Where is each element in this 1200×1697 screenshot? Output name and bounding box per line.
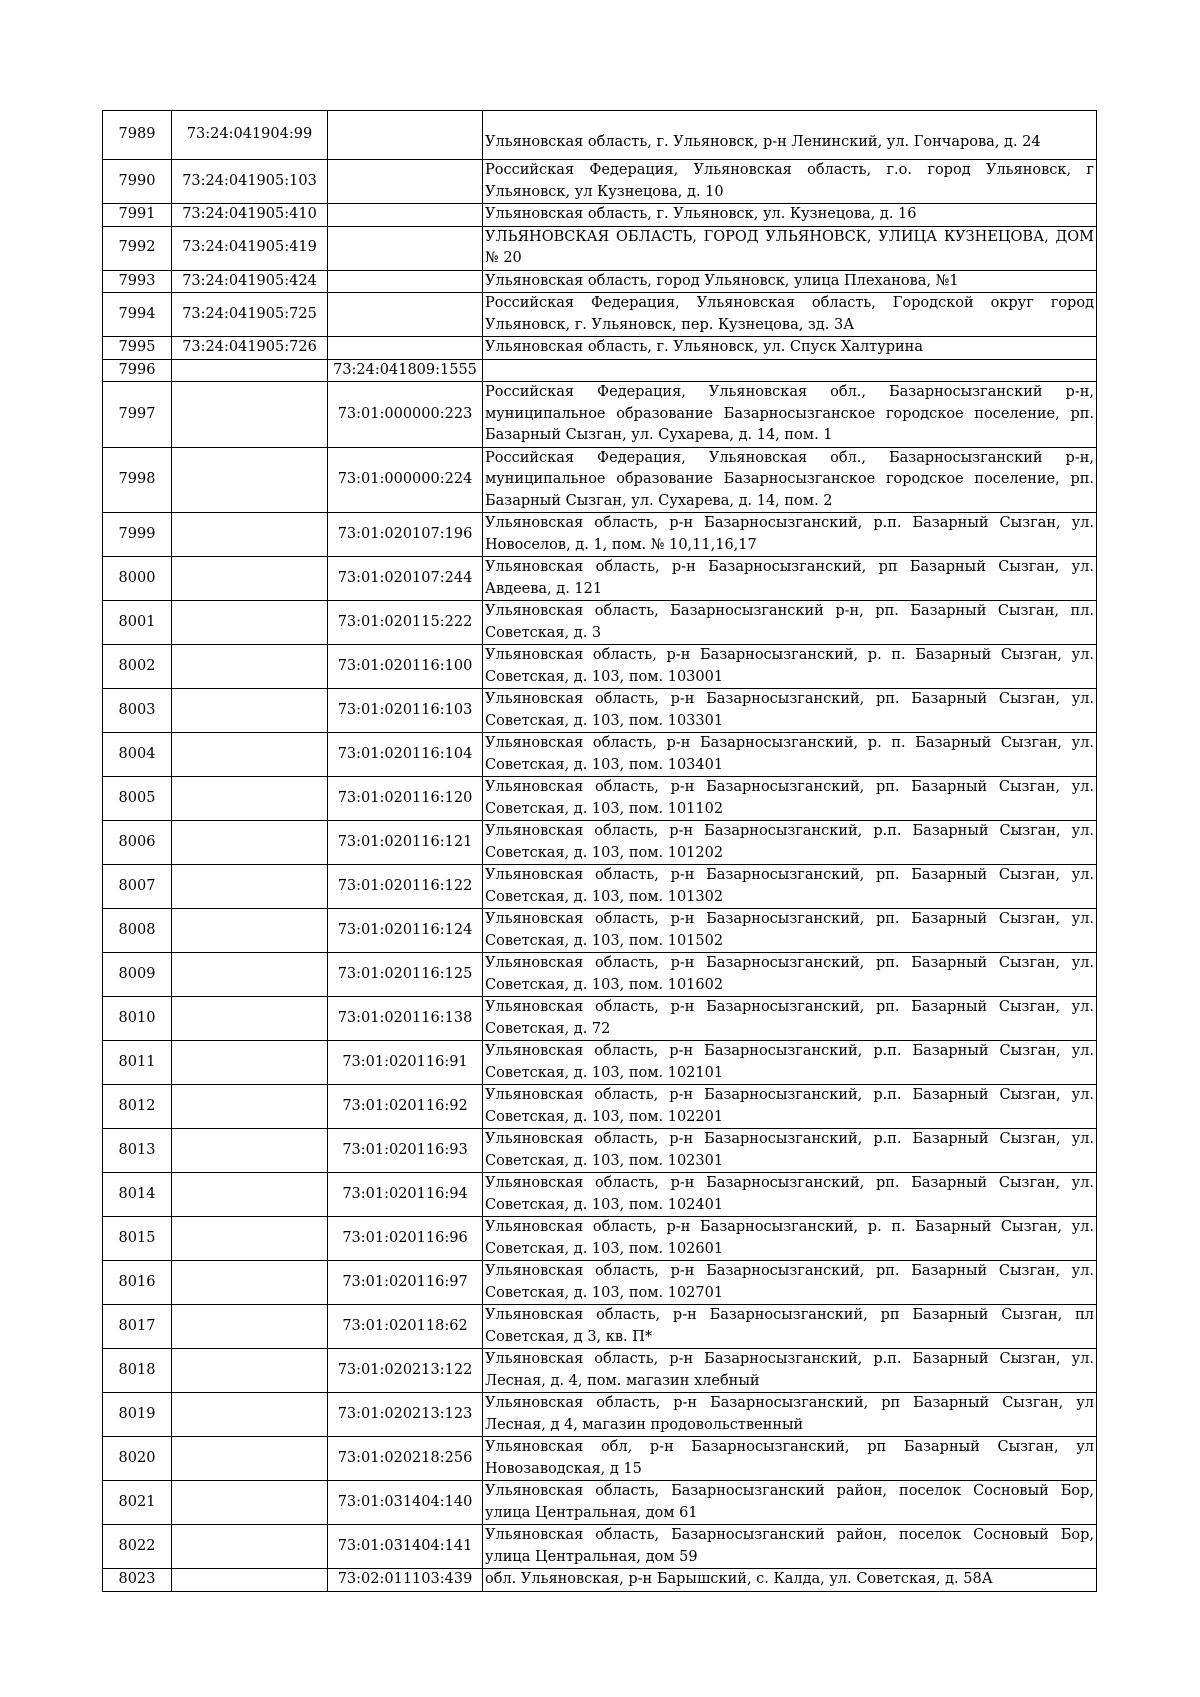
row-number-cell: 8010 [103,997,172,1041]
cadastral-number-primary-cell [172,382,328,448]
table-row [103,1569,1097,1592]
row-number-cell: 8013 [103,1129,172,1173]
cadastral-number-secondary-cell: 73:01:020116:91 [328,1041,483,1085]
address-cell: Ульяновская область, г. Ульяновск, ул. Спуск Халтурина [483,337,1097,360]
address-cell: Ульяновская область, р-н Базарносызганский, р.п. Базарный Сызган, ул. Новоселов, д. 1, пом. № 10,11,16,17 [483,513,1097,557]
cadastral-number-secondary-cell [328,293,483,337]
row-number-cell: 7998 [103,447,172,513]
table-row [103,1261,1097,1305]
address-cell: Ульяновская область, р-н Базарносызганский, р.п. Базарный Сызган, ул. Советская, д. 103, пом. 101202 [483,821,1097,865]
cadastral-number-primary-cell [172,689,328,733]
table-row [103,293,1097,337]
table-row [103,557,1097,601]
cadastral-number-primary-cell [172,865,328,909]
cadastral-number-primary-cell: 73:24:041905:424 [172,270,328,293]
table-row [103,1349,1097,1393]
cadastral-number-secondary-cell: 73:01:020115:222 [328,601,483,645]
table-row [103,601,1097,645]
table-row [103,226,1097,270]
table-row [103,1437,1097,1481]
table-row [103,645,1097,689]
address-cell: Ульяновская область, р-н Базарносызганский, рп. Базарный Сызган, ул. Советская, д. 103, пом. 101502 [483,909,1097,953]
address-cell: Российская Федерация, Ульяновская область, Городской округ город Ульяновск, г. Ульяновск, пер. Кузнецова, зд. 3А [483,293,1097,337]
cadastral-number-primary-cell [172,997,328,1041]
row-number-cell: 8015 [103,1217,172,1261]
address-cell: Ульяновская область, Базарносызганский район, поселок Сосновый Бор, улица Центральная, дом 61 [483,1481,1097,1525]
row-number-cell: 8022 [103,1525,172,1569]
cadastral-number-secondary-cell [328,226,483,270]
address-cell: Ульяновская область, р-н Базарносызганский, р.п. Базарный Сызган, ул. Лесная, д. 4, пом. магазин хлебный [483,1349,1097,1393]
table-row [103,160,1097,204]
row-number-cell: 8008 [103,909,172,953]
table-row [103,111,1097,160]
address-cell: Ульяновская область, р-н Базарносызганский, рп Базарный Сызган, ул. Авдеева, д. 121 [483,557,1097,601]
cadastral-number-secondary-cell: 73:01:031404:141 [328,1525,483,1569]
table-row [103,1481,1097,1525]
row-number-cell: 8002 [103,645,172,689]
cadastral-number-secondary-cell: 73:01:000000:223 [328,382,483,448]
row-number-cell: 8014 [103,1173,172,1217]
cadastral-number-primary-cell: 73:24:041905:419 [172,226,328,270]
address-cell: Российская Федерация, Ульяновская обл., Базарносызганский р-н, муниципальное образование Базарносызганское городское поселение, рп. Базарный Сызган, ул. Сухарева, д. 14, пом. 1 [483,382,1097,448]
cadastral-number-primary-cell [172,821,328,865]
registry-body [103,111,1097,1592]
table-row [103,997,1097,1041]
table-row [103,689,1097,733]
cadastral-number-secondary-cell: 73:01:020116:138 [328,997,483,1041]
row-number-cell: 8021 [103,1481,172,1525]
address-cell: Ульяновская область, р-н Базарносызганский, рп. Базарный Сызган, ул. Советская, д. 103, пом. 102401 [483,1173,1097,1217]
cadastral-number-primary-cell [172,1305,328,1349]
cadastral-number-primary-cell [172,1569,328,1592]
cadastral-number-secondary-cell: 73:01:020116:96 [328,1217,483,1261]
table-row [103,909,1097,953]
row-number-cell: 8001 [103,601,172,645]
address-cell: Ульяновская область, р-н Базарносызганский, рп. Базарный Сызган, ул. Советская, д. 103, пом. 101602 [483,953,1097,997]
table-row [103,777,1097,821]
address-cell: Ульяновская область, р-н Базарносызганский, р.п. Базарный Сызган, ул. Советская, д. 103, пом. 102201 [483,1085,1097,1129]
cadastral-number-primary-cell [172,777,328,821]
row-number-cell: 8016 [103,1261,172,1305]
cadastral-number-secondary-cell [328,160,483,204]
cadastral-number-secondary-cell: 73:24:041809:1555 [328,359,483,382]
cadastral-number-primary-cell: 73:24:041905:103 [172,160,328,204]
row-number-cell: 8003 [103,689,172,733]
cadastral-number-primary-cell [172,953,328,997]
table-row [103,1173,1097,1217]
row-number-cell: 8018 [103,1349,172,1393]
row-number-cell: 8004 [103,733,172,777]
row-number-cell: 8020 [103,1437,172,1481]
row-number-cell: 7990 [103,160,172,204]
cadastral-number-secondary-cell [328,270,483,293]
address-cell: Ульяновская область, р-н Базарносызганский, р.п. Базарный Сызган, ул. Советская, д. 103, пом. 102101 [483,1041,1097,1085]
cadastral-number-secondary-cell [328,111,483,160]
cadastral-number-secondary-cell: 73:01:000000:224 [328,447,483,513]
cadastral-number-secondary-cell [328,337,483,360]
table-row [103,337,1097,360]
table-row [103,1525,1097,1569]
cadastral-number-primary-cell [172,733,328,777]
address-cell: Ульяновская область, р-н Базарносызганский, рп. Базарный Сызган, ул. Советская, д. 103, пом. 103301 [483,689,1097,733]
address-cell: Ульяновская область, р-н Базарносызганский, р.п. Базарный Сызган, ул. Советская, д. 103, пом. 102301 [483,1129,1097,1173]
cadastral-number-primary-cell: 73:24:041904:99 [172,111,328,160]
cadastral-number-primary-cell [172,601,328,645]
row-number-cell: 8000 [103,557,172,601]
row-number-cell: 7996 [103,359,172,382]
cadastral-number-primary-cell [172,645,328,689]
table-row [103,733,1097,777]
address-cell: Российская Федерация, Ульяновская область, г.о. город Ульяновск, г Ульяновск, ул Кузнецова, д. 10 [483,160,1097,204]
table-row [103,1217,1097,1261]
row-number-cell: 7999 [103,513,172,557]
row-number-cell: 7992 [103,226,172,270]
cadastral-number-primary-cell [172,1393,328,1437]
address-cell: Ульяновская область, р-н Базарносызганский, р. п. Базарный Сызган, ул. Советская, д. 103, пом. 102601 [483,1217,1097,1261]
cadastral-number-primary-cell [172,557,328,601]
table-row [103,270,1097,293]
cadastral-number-secondary-cell: 73:01:020116:125 [328,953,483,997]
address-cell: Ульяновская область, г. Ульяновск, ул. Кузнецова, д. 16 [483,204,1097,227]
address-cell: Ульяновская область, р-н Базарносызганский, рп Базарный Сызган, ул Лесная, д 4, магазин продовольственный [483,1393,1097,1437]
cadastral-number-primary-cell [172,1041,328,1085]
address-cell: обл. Ульяновская, р-н Барышский, с. Калда, ул. Советская, д. 58А [483,1569,1097,1592]
row-number-cell: 8011 [103,1041,172,1085]
table-row [103,1041,1097,1085]
row-number-cell: 7997 [103,382,172,448]
row-number-cell: 7994 [103,293,172,337]
row-number-cell: 7991 [103,204,172,227]
cadastral-number-secondary-cell: 73:01:020116:97 [328,1261,483,1305]
cadastral-number-primary-cell [172,1129,328,1173]
cadastral-number-primary-cell [172,1481,328,1525]
cadastral-number-primary-cell [172,359,328,382]
cadastral-number-secondary-cell: 73:01:020116:94 [328,1173,483,1217]
table-row [103,447,1097,513]
cadastral-number-primary-cell [172,1261,328,1305]
row-number-cell: 8009 [103,953,172,997]
cadastral-number-secondary-cell: 73:01:020116:104 [328,733,483,777]
cadastral-number-primary-cell [172,1349,328,1393]
row-number-cell: 7993 [103,270,172,293]
address-cell: Ульяновская обл, р-н Базарносызганский, рп Базарный Сызган, ул Новозаводская, д 15 [483,1437,1097,1481]
table-row [103,1085,1097,1129]
table-row [103,1393,1097,1437]
address-cell: Ульяновская область, Базарносызганский р-н, рп. Базарный Сызган, пл. Советская, д. 3 [483,601,1097,645]
row-number-cell: 8006 [103,821,172,865]
cadastral-number-primary-cell [172,513,328,557]
table-row [103,821,1097,865]
registry-table [102,110,1097,1592]
cadastral-number-secondary-cell: 73:01:020218:256 [328,1437,483,1481]
address-cell: Ульяновская область, г. Ульяновск, р-н Ленинский, ул. Гончарова, д. 24 [483,111,1097,160]
cadastral-number-primary-cell: 73:24:041905:725 [172,293,328,337]
address-cell: УЛЬЯНОВСКАЯ ОБЛАСТЬ, ГОРОД УЛЬЯНОВСК, УЛИЦА КУЗНЕЦОВА, ДОМ № 20 [483,226,1097,270]
table-row [103,1305,1097,1349]
cadastral-number-secondary-cell: 73:01:020107:196 [328,513,483,557]
address-cell: Ульяновская область, Базарносызганский район, поселок Сосновый Бор, улица Центральная, дом 59 [483,1525,1097,1569]
table-row [103,953,1097,997]
cadastral-number-primary-cell [172,447,328,513]
row-number-cell: 7989 [103,111,172,160]
cadastral-number-secondary-cell: 73:01:020116:93 [328,1129,483,1173]
cadastral-number-secondary-cell: 73:01:020107:244 [328,557,483,601]
table-row [103,513,1097,557]
address-cell: Ульяновская область, р-н Базарносызганский, р. п. Базарный Сызган, ул. Советская, д. 103, пом. 103001 [483,645,1097,689]
address-cell: Ульяновская область, город Ульяновск, улица Плеханова, №1 [483,270,1097,293]
cadastral-number-secondary-cell: 73:01:020213:122 [328,1349,483,1393]
table-row [103,1129,1097,1173]
row-number-cell: 8017 [103,1305,172,1349]
address-cell [483,359,1097,382]
row-number-cell: 7995 [103,337,172,360]
cadastral-number-secondary-cell: 73:01:020213:123 [328,1393,483,1437]
cadastral-number-secondary-cell: 73:01:020116:103 [328,689,483,733]
address-cell: Ульяновская область, р-н Базарносызганский, рп. Базарный Сызган, ул. Советская, д. 103, пом. 101102 [483,777,1097,821]
cadastral-number-primary-cell [172,1437,328,1481]
cadastral-number-secondary-cell: 73:01:020116:120 [328,777,483,821]
cadastral-number-secondary-cell: 73:01:020118:62 [328,1305,483,1349]
cadastral-number-secondary-cell: 73:01:020116:92 [328,1085,483,1129]
table-row [103,382,1097,448]
table-row [103,204,1097,227]
cadastral-number-secondary-cell [328,204,483,227]
cadastral-number-primary-cell [172,1173,328,1217]
cadastral-number-primary-cell [172,1525,328,1569]
address-cell: Ульяновская область, р-н Базарносызганский, рп. Базарный Сызган, ул. Советская, д. 103, пом. 102701 [483,1261,1097,1305]
cadastral-number-primary-cell [172,1085,328,1129]
cadastral-number-secondary-cell: 73:01:020116:124 [328,909,483,953]
address-cell: Ульяновская область, р-н Базарносызганский, рп. Базарный Сызган, ул. Советская, д. 103, пом. 101302 [483,865,1097,909]
cadastral-number-secondary-cell: 73:02:011103:439 [328,1569,483,1592]
row-number-cell: 8012 [103,1085,172,1129]
cadastral-number-primary-cell: 73:24:041905:410 [172,204,328,227]
cadastral-number-primary-cell [172,1217,328,1261]
cadastral-number-secondary-cell: 73:01:020116:100 [328,645,483,689]
address-cell: Ульяновская область, р-н Базарносызганский, р. п. Базарный Сызган, ул. Советская, д. 103, пом. 103401 [483,733,1097,777]
table-row [103,359,1097,382]
address-cell: Российская Федерация, Ульяновская обл., Базарносызганский р-н, муниципальное образование Базарносызганское городское поселение, рп. Базарный Сызган, ул. Сухарева, д. 14, пом. 2 [483,447,1097,513]
address-cell: Ульяновская область, р-н Базарносызганский, рп Базарный Сызган, пл Советская, д 3, кв. П* [483,1305,1097,1349]
cadastral-number-secondary-cell: 73:01:020116:122 [328,865,483,909]
row-number-cell: 8005 [103,777,172,821]
row-number-cell: 8007 [103,865,172,909]
row-number-cell: 8023 [103,1569,172,1592]
cadastral-number-primary-cell [172,909,328,953]
table-row [103,865,1097,909]
address-cell: Ульяновская область, р-н Базарносызганский, рп. Базарный Сызган, ул. Советская, д. 72 [483,997,1097,1041]
cadastral-number-secondary-cell: 73:01:020116:121 [328,821,483,865]
cadastral-number-primary-cell: 73:24:041905:726 [172,337,328,360]
cadastral-number-secondary-cell: 73:01:031404:140 [328,1481,483,1525]
row-number-cell: 8019 [103,1393,172,1437]
